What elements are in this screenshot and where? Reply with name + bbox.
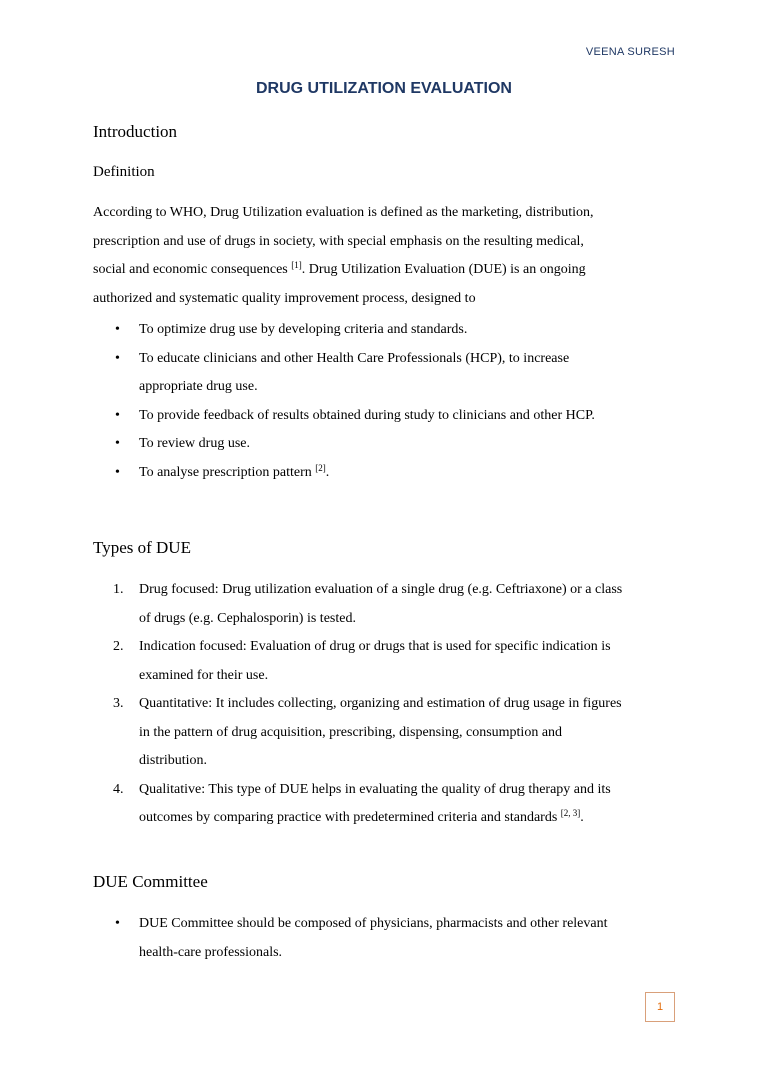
list-number: 3. — [113, 696, 124, 711]
document-title: DRUG UTILIZATION EVALUATION — [256, 80, 512, 97]
bullet-icon: • — [115, 464, 120, 480]
definition-heading: Definition — [93, 164, 155, 180]
list-item: • To optimize drug use by developing criteria and standards. — [93, 316, 693, 345]
bullet-icon: • — [115, 407, 120, 423]
page-number: 1 — [645, 992, 675, 1022]
bullet-icon: • — [115, 350, 120, 366]
list-item: 4. Qualitative: This type of DUE helps in evaluating the quality of drug therapy and its outcomes by comparing practice with predetermined criteria and standards [2, 3]. — [93, 776, 693, 833]
header-author: VEENA SURESH — [585, 46, 675, 58]
paragraph-line: prescription and use of drugs in society, with special emphasis on the resulting medical, — [93, 233, 584, 249]
list-item: • DUE Committee should be composed of physicians, pharmacists and other relevant health-care professionals. — [93, 910, 693, 967]
bullet-icon: • — [115, 436, 120, 451]
objectives-list — [93, 316, 693, 487]
bullet-icon: • — [115, 916, 120, 931]
list-item: 2. Indication focused: Evaluation of drug or drugs that is used for specific indication is examined for their use. — [93, 633, 693, 690]
types-heading: Types of DUE — [93, 538, 191, 557]
list-number: 2. — [113, 639, 124, 654]
committee-heading: DUE Committee — [93, 872, 208, 891]
bullet-icon: • — [115, 322, 120, 337]
citation-superscript: [2, 3] — [560, 808, 581, 818]
list-item: • To analyse prescription pattern [2]. — [93, 459, 693, 488]
list-item: • To provide feedback of results obtained during study to clinicians and other HCP. — [93, 402, 693, 431]
list-item: 3. Quantitative: It includes collecting, organizing and estimation of drug usage in figures in the pattern of drug acquisition, prescribing, dispensing, consumption and distribution. — [93, 690, 693, 776]
citation-superscript: [1] — [291, 260, 302, 270]
list-item: • To educate clinicians and other Health Care Professionals (HCP), to increase appropriate drug use. — [93, 345, 693, 402]
citation-superscript: [2] — [315, 462, 326, 473]
types-list — [93, 576, 693, 833]
list-item: 1. Drug focused: Drug utilization evaluation of a single drug (e.g. Ceftriaxone) or a class of drugs (e.g. Cephalosporin) is tested. — [93, 576, 693, 633]
paragraph-line: According to WHO, Drug Utilization evaluation is defined as the marketing, distribution, — [93, 205, 594, 220]
committee-list — [93, 910, 693, 967]
definition-paragraph — [93, 199, 683, 313]
list-item: • To review drug use. — [93, 430, 693, 459]
paragraph-line: authorized and systematic quality improvement process, designed to — [93, 290, 476, 306]
list-number: 4. — [113, 781, 124, 797]
paragraph-line: social and economic consequences [1]. Drug Utilization Evaluation (DUE) is an ongoing — [93, 260, 586, 277]
introduction-heading: Introduction — [93, 122, 178, 141]
list-number: 1. — [113, 582, 124, 597]
